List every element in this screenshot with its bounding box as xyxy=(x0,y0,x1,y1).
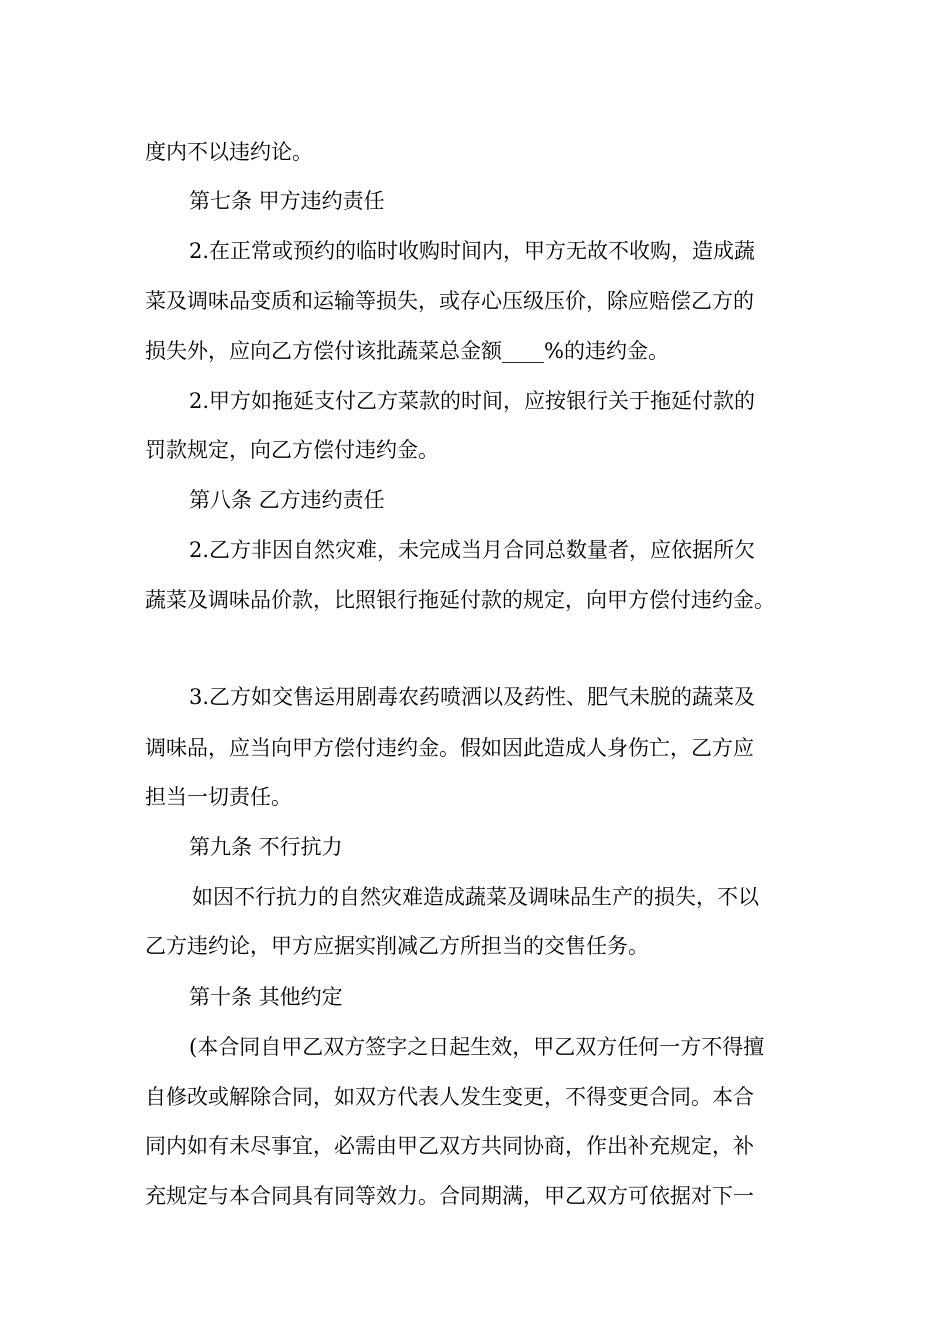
text-line: 2.乙方非因自然灾难，未完成当月合同总数量者，应依据所欠 xyxy=(189,538,756,562)
text-line: 同内如有未尽事宜，必需由甲乙双方共同协商，作出补充规定，补 xyxy=(145,1134,754,1158)
text-line: 调味品，应当向甲方偿付违约金。假如因此造成人身伤亡，乙方应 xyxy=(145,736,754,760)
text-line: 蔬菜及调味品价款，比照银行拖延付款的规定，向甲方偿付违约金。 xyxy=(145,588,775,612)
text-line: (本合同自甲乙双方签字之日起生效，甲乙双方任何一方不得擅 xyxy=(189,1035,765,1059)
text-line: 充规定与本合同具有同等效力。合同期满，甲乙双方可依据对下一 xyxy=(145,1184,754,1208)
text-line: 如因不行抗力的自然灾难造成蔬菜及调味品生产的损失，不以 xyxy=(192,885,759,909)
article-heading: 第七条 甲方违约责任 xyxy=(189,189,385,213)
text-line: 菜及调味品变质和运输等损失，或存心压级压价，除应赔偿乙方的 xyxy=(145,289,754,313)
article-heading: 第八条 乙方违约责任 xyxy=(189,488,385,512)
article-heading: 第九条 不行抗力 xyxy=(189,835,343,859)
text-line: 乙方违约论，甲方应据实削减乙方所担当的交售任务。 xyxy=(145,934,649,958)
article-heading: 第十条 其他约定 xyxy=(189,985,343,1009)
text-line: 3.乙方如交售运用剧毒农药喷洒以及药性、肥气未脱的蔬菜及 xyxy=(189,685,756,709)
text-line: 担当一切责任。 xyxy=(145,785,292,809)
text-line: 度内不以违约论。 xyxy=(145,140,313,164)
text-line: 2.甲方如拖延支付乙方菜款的时间，应按银行关于拖延付款的 xyxy=(189,389,756,413)
text-line: 罚款规定，向乙方偿付违约金。 xyxy=(145,438,439,462)
text-line: 自修改或解除合同，如双方代表人发生变更，不得变更合同。本合 xyxy=(145,1085,754,1109)
text-line: 2.在正常或预约的临时收购时间内，甲方无故不收购，造成蔬 xyxy=(189,239,756,263)
text-line: 损失外，应向乙方偿付该批蔬菜总金额____%的违约金。 xyxy=(145,339,669,363)
